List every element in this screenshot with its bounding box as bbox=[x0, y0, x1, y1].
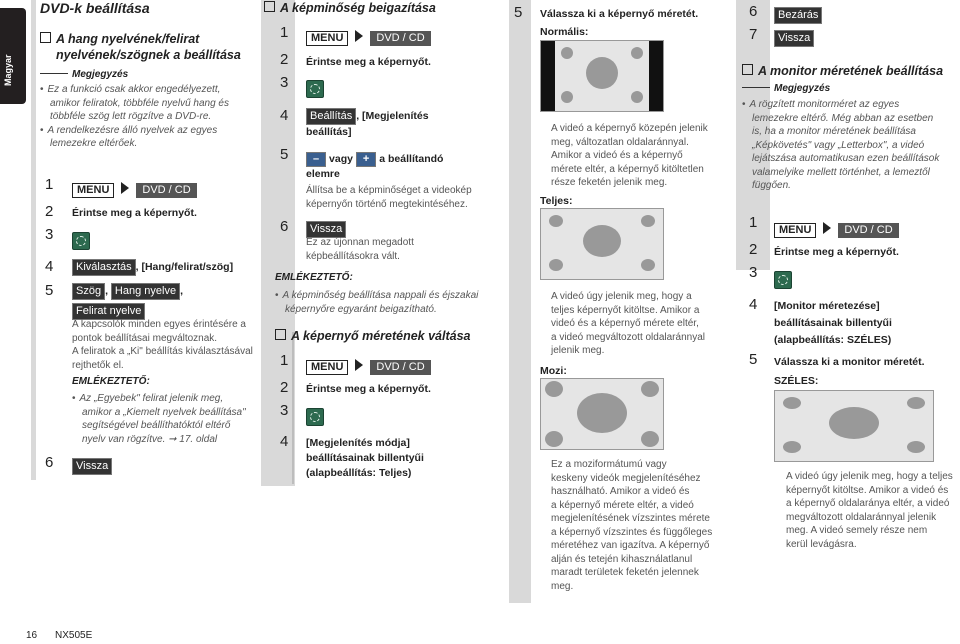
minus-button[interactable]: – bbox=[306, 152, 326, 167]
step-6-row bbox=[72, 456, 112, 475]
plus-button[interactable]: + bbox=[356, 152, 376, 167]
cinema-description: Ez a moziformátumú vagy keskeny videók megjelenítéséhez használható. Amikor a videó és a képernyő mérete eltér, a videó megjelenítésének vízszintes mérete a képernyő vízszintes és függőleges méretéhez van igazítva. A képernyő alján és tetején kihasználatlanul maradt területek feketén jelennek meg. bbox=[551, 459, 713, 592]
menu-button[interactable]: MENU bbox=[72, 183, 114, 198]
step-number: 4 bbox=[280, 433, 289, 450]
normal-mode-illustration bbox=[540, 40, 664, 112]
column-bar-2b bbox=[292, 332, 294, 484]
touch-screen-text: Érintse meg a képernyőt. bbox=[306, 56, 431, 68]
cinema-mode-illustration bbox=[540, 378, 664, 450]
reminder-list: • A képminőség beállítása nappali és éjszakai képernyőre egyaránt beigazítható. bbox=[275, 290, 479, 315]
subsection-title: A hang nyelvének/felirat nyelvének/szögnek a beállítása bbox=[40, 31, 260, 63]
dvd-cd-button[interactable]: DVD / CD bbox=[370, 360, 430, 375]
step-5-row: – vagy + a beállítandó elemre bbox=[306, 153, 444, 180]
column-bar-3 bbox=[509, 0, 531, 603]
section-title: DVD-k beállítása bbox=[40, 0, 150, 16]
reminder-label: EMLÉKEZTETŐ: bbox=[275, 272, 353, 283]
touch-screen-text: Érintse meg a képernyőt. bbox=[774, 246, 899, 258]
step-4-row: Beállítás , [Megjelenítés beállítás] bbox=[306, 110, 429, 138]
settings-gear-icon[interactable] bbox=[72, 232, 90, 255]
step-number: 6 bbox=[749, 3, 758, 20]
step-7-row bbox=[774, 28, 814, 47]
step-number: 5 bbox=[45, 282, 54, 299]
selection-button[interactable]: Kiválasztás bbox=[72, 259, 136, 276]
step-number: 1 bbox=[280, 24, 289, 41]
step-number: 3 bbox=[45, 226, 54, 243]
step-6-description: Ez az újonnan megadott képbeállításokra vált. bbox=[306, 237, 414, 262]
step-number: 2 bbox=[45, 203, 54, 220]
step-number: 3 bbox=[280, 74, 289, 91]
step-number: 5 bbox=[749, 351, 758, 368]
angle-button[interactable]: Szög bbox=[72, 283, 105, 300]
step-number: 1 bbox=[280, 352, 289, 369]
arrow-right-icon bbox=[355, 30, 363, 42]
language-tab bbox=[0, 8, 26, 104]
full-label: Teljes: bbox=[540, 195, 573, 207]
note-list bbox=[40, 83, 262, 151]
section-title: A monitor méretének beállítása bbox=[742, 63, 943, 79]
step-number: 4 bbox=[749, 296, 758, 313]
settings-button[interactable]: Beállítás bbox=[306, 108, 356, 125]
back-button[interactable]: Vissza bbox=[306, 221, 346, 238]
step-number: 1 bbox=[749, 214, 758, 231]
step-1-row bbox=[306, 357, 431, 375]
checkbox-icon bbox=[40, 32, 51, 43]
note-list: • A rögzített monitorméret az egyes lemezekre eltérő. Még abban az esetben is, ha a monitor méretének beállítása „Képkövetés" vagy „Letterbox", a videó lejátszása automatikusan ezen beállítások valamelyike mellett történhet, a lemeztől függően. bbox=[742, 99, 940, 191]
model-name: NX505E bbox=[55, 630, 93, 641]
cinema-label: Mozi: bbox=[540, 365, 567, 377]
checkbox-icon bbox=[275, 329, 286, 340]
touch-screen-text: Érintse meg a képernyőt. bbox=[72, 207, 197, 219]
step-4-row: Kiválasztás , [Hang/felirat/szög] bbox=[72, 259, 233, 276]
dvd-cd-button[interactable]: DVD / CD bbox=[370, 31, 430, 46]
section-title: A képminőség beigazítása bbox=[264, 0, 436, 16]
language-tab-label: Magyar bbox=[3, 54, 13, 86]
step-6-row bbox=[774, 5, 822, 24]
page-number: 16 bbox=[26, 630, 38, 641]
arrow-right-icon bbox=[355, 359, 363, 371]
full-description: A videó úgy jelenik meg, hogy a teljes képernyőt kitöltse. Amikor a videó és a képernyő mérete eltér, a videó megváltozott oldalaránnyal jelenik meg. bbox=[551, 291, 705, 356]
touch-screen-text: Érintse meg a képernyőt. bbox=[306, 383, 431, 395]
step-number: 2 bbox=[280, 379, 289, 396]
arrow-right-icon bbox=[121, 182, 129, 194]
step-1-row bbox=[774, 220, 899, 238]
full-mode-illustration bbox=[540, 208, 664, 280]
menu-button[interactable]: MENU bbox=[306, 31, 348, 46]
wide-description: A videó úgy jelenik meg, hogy a teljes képernyőt kitöltse. Amikor a videó és a képernyő oldalaránya eltér, a videó megváltozott oldalaránnyal jelenik meg. A videó semely része nem kerül levágásra. bbox=[786, 471, 953, 550]
settings-gear-icon[interactable] bbox=[306, 408, 324, 431]
step-number: 5 bbox=[514, 4, 523, 21]
dvd-cd-button[interactable]: DVD / CD bbox=[838, 223, 898, 238]
normal-description: A videó a képernyő közepén jelenik meg, változatlan oldalaránnyal. Amikor a videó és a képernyő mérete eltér, a képernyő kitöltetlen része feketén jelenik meg. bbox=[551, 123, 708, 188]
step-number: 6 bbox=[45, 454, 54, 471]
note-item: • A rendelkezésre álló nyelvek az egyes lemezekre eltérőek. bbox=[40, 124, 218, 149]
wide-mode-illustration bbox=[774, 390, 934, 462]
step-4-row: [Megjelenítés módja] beállításainak billentyűi (alapbeállítás: Teljes) bbox=[306, 437, 424, 479]
menu-button[interactable]: MENU bbox=[774, 223, 816, 238]
menu-button[interactable]: MENU bbox=[306, 360, 348, 375]
step-number: 3 bbox=[280, 402, 289, 419]
subtitle-language-button[interactable]: Felirat nyelve bbox=[72, 303, 145, 320]
step-5-text: Válassza ki a képernyő méretét. bbox=[540, 8, 699, 20]
step-number: 4 bbox=[45, 258, 54, 275]
audio-language-button[interactable]: Hang nyelve bbox=[111, 283, 180, 300]
step-1-row bbox=[306, 28, 431, 46]
reminder-list: • Az „Egyebek" felirat jelenik meg, amikor a „Kiemelt nyelvek beállítása" segítségével beállíthatóktól eltérő nyelv van rögzítve. ➞ 17. oldal bbox=[72, 393, 246, 445]
step-number: 1 bbox=[45, 176, 54, 193]
step-number: 2 bbox=[749, 241, 758, 258]
section-title: A képernyő méretének váltása bbox=[275, 328, 471, 344]
step-number: 7 bbox=[749, 26, 758, 43]
step-5-row: Szög , Hang nyelve , Felirat nyelve bbox=[72, 283, 257, 320]
normal-label: Normális: bbox=[540, 26, 589, 38]
close-button[interactable]: Bezárás bbox=[774, 7, 822, 24]
wide-label: SZÉLES: bbox=[774, 375, 819, 387]
reminder-label: EMLÉKEZTETŐ: bbox=[72, 376, 150, 387]
dvd-cd-button[interactable]: DVD / CD bbox=[136, 183, 196, 198]
back-button[interactable]: Vissza bbox=[72, 458, 112, 475]
column-bar-2 bbox=[261, 0, 295, 486]
step-number: 4 bbox=[280, 107, 289, 124]
step-number: 3 bbox=[749, 264, 758, 281]
note-label: Megjegyzés bbox=[40, 69, 128, 80]
step-5-text: Válassza ki a monitor méretét. bbox=[774, 356, 925, 368]
step-number: 2 bbox=[280, 51, 289, 68]
note-label: Megjegyzés bbox=[742, 83, 830, 94]
step-number: 6 bbox=[280, 218, 289, 235]
settings-gear-icon[interactable] bbox=[774, 271, 792, 294]
column-bar-1 bbox=[31, 0, 36, 480]
step-5-description: A kapcsolók minden egyes érintésére a pontok beállításai megváltoznak. A feliratok a „Ki" beállítás kiválasztásával rejthetők el. bbox=[72, 319, 253, 371]
step-4-row: [Monitor méretezése] beállításainak billentyűi (alapbeállítás: SZÉLES) bbox=[774, 300, 892, 346]
checkbox-icon bbox=[742, 64, 753, 75]
step-5-description: Állítsa be a képminőséget a videokép képernyőn történő megtekintéséhez. bbox=[306, 185, 472, 210]
arrow-right-icon bbox=[823, 222, 831, 234]
settings-gear-icon[interactable] bbox=[306, 80, 324, 103]
note-item: • Ez a funkció csak akkor engedélyezett, amikor feliratok, többféle nyelvű hang és többféle szög lett rögzítve a DVD-re. bbox=[40, 84, 229, 122]
step-1-row bbox=[72, 180, 197, 198]
checkbox-icon bbox=[264, 1, 275, 12]
back-button[interactable]: Vissza bbox=[774, 30, 814, 47]
step-number: 5 bbox=[280, 146, 289, 163]
